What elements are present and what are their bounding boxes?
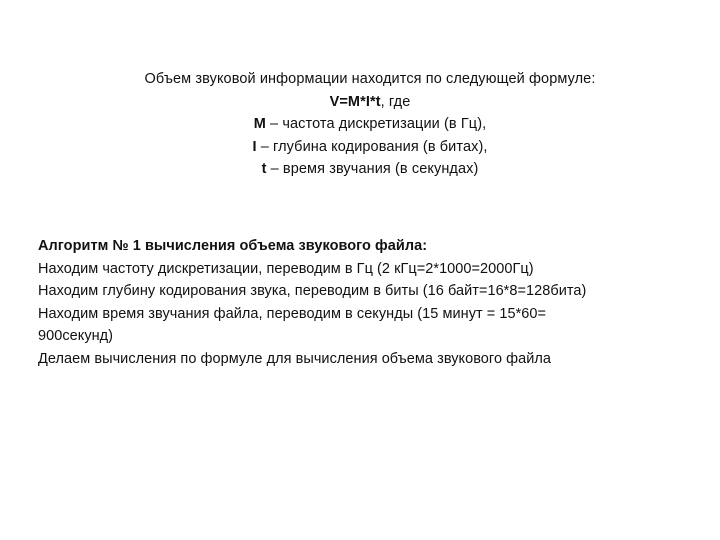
formula-suffix: , где xyxy=(380,93,411,110)
algorithm-step: Делаем вычисления по формуле для вычисления объема звукового файла xyxy=(38,350,552,367)
formula-section xyxy=(90,68,650,181)
algorithm-step: Находим глубину кодирования звука, переводим в биты (16 байт=16*8=128бита) xyxy=(38,283,587,299)
formula-line xyxy=(90,91,650,114)
formula-i-var: I xyxy=(252,138,257,155)
formula-t-var: t xyxy=(261,161,267,177)
algorithm-step: Находим время звучания файла, переводим в секунды (15 минут = 15*60= xyxy=(38,305,547,322)
algorithm-title: Алгоритм № 1 вычисления объема звукового файла: xyxy=(38,238,428,254)
formula-m-var: M xyxy=(253,116,266,132)
algorithm-section xyxy=(38,235,688,370)
formula-i-desc: – глубина кодирования (в битах), xyxy=(256,138,488,155)
algorithm-step: 900секунд) xyxy=(38,328,114,344)
formula-m-desc: – частота дискретизации (в Гц), xyxy=(265,116,487,132)
formula-t-desc: – время звучания (в секундах) xyxy=(266,161,479,177)
algorithm-step: Находим частоту дискретизации, переводим в Гц (2 кГц=2*1000=2000Гц) xyxy=(38,260,534,277)
formula-expression: V=M*I*t xyxy=(329,93,381,110)
formula-intro: Объем звуковой информации находится по следующей формуле: xyxy=(144,71,596,87)
formula-m-definition xyxy=(90,113,650,136)
formula-i-definition xyxy=(90,136,650,159)
formula-t-definition xyxy=(90,158,650,181)
